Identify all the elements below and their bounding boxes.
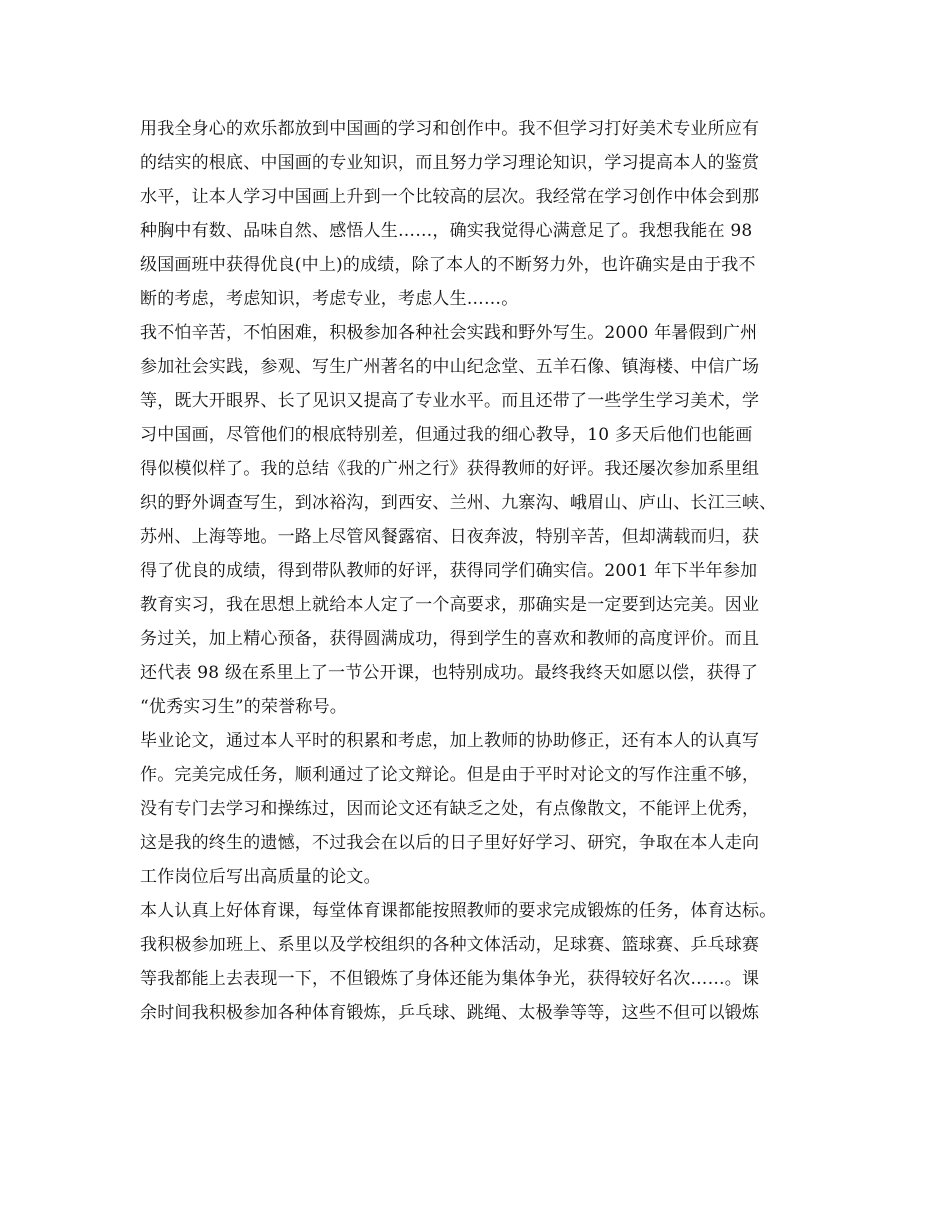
text-line: 没有专门去学习和操练过，因而论文还有缺乏之处，有点像散文，不能评上优秀， <box>140 799 760 819</box>
text-line: 我不怕辛苦，不怕困难，积极参加各种社会实践和野外写生。2000 年暑假到广州 <box>140 323 758 343</box>
text-line: 本人认真上好体育课，每堂体育课都能按照教师的要求完成锻炼的任务，体育达标。 <box>140 901 777 921</box>
text-line: 工作岗位后写出高质量的论文。 <box>140 867 381 887</box>
text-line: 等我都能上去表现一下，不但锻炼了身体还能为集体争光，获得较好名次……。课 <box>140 969 760 989</box>
text-line: 毕业论文，通过本人平时的积累和考虑，加上教师的协助修正，还有本人的认真写 <box>140 731 760 751</box>
text-line: 这是我的终生的遗憾，不过我会在以后的日子里好好学习、研究，争取在本人走向 <box>140 833 760 853</box>
text-line: 得了优良的成绩，得到带队教师的好评，获得同学们确实信。2001 年下半年参加 <box>140 561 758 581</box>
text-line: 织的野外调查写生，到冰裕沟，到西安、兰州、九寨沟、峨眉山、庐山、长江三峡、 <box>140 493 777 513</box>
text-line: 参加社会实践，参观、写生广州著名的中山纪念堂、五羊石像、镇海楼、中信广场 <box>140 357 760 377</box>
text-line: 的结实的根底、中国画的专业知识，而且努力学习理论知识，学习提高本人的鉴赏 <box>140 153 760 173</box>
text-line: 水平，让本人学习中国画上升到一个比较高的层次。我经常在学习创作中体会到那 <box>140 187 760 207</box>
text-line: 用我全身心的欢乐都放到中国画的学习和创作中。我不但学习打好美术专业所应有 <box>140 119 760 139</box>
text-line: 习中国画，尽管他们的根底特别差，但通过我的细心教导，10 多天后他们也能画 <box>140 425 753 445</box>
text-line: 苏州、上海等地。一路上尽管风餐露宿、日夜奔波，特别辛苦，但却满载而归，获 <box>140 527 760 547</box>
body-text <box>140 112 830 1030</box>
text-line: “优秀实习生”的荣誉称号。 <box>140 697 347 717</box>
text-line: 等，既大开眼界、长了见识又提高了专业水平。而且还带了一些学生学习美术，学 <box>140 391 760 411</box>
text-line: 得似模似样了。我的总结《我的广州之行》获得教师的好评。我还屡次参加系里组 <box>140 459 760 479</box>
text-line: 余时间我积极参加各种体育锻炼，乒乓球、跳绳、太极拳等等，这些不但可以锻炼 <box>140 1003 760 1023</box>
text-line: 级国画班中获得优良(中上)的成绩，除了本人的不断努力外，也许确实是由于我不 <box>140 255 756 275</box>
text-line: 务过关，加上精心预备，获得圆满成功，得到学生的喜欢和教师的高度评价。而且 <box>140 629 760 649</box>
text-line: 教育实习，我在思想上就给本人定了一个高要求，那确实是一定要到达完美。因业 <box>140 595 760 615</box>
text-line: 作。完美完成任务，顺利通过了论文辩论。但是由于平时对论文的写作注重不够， <box>140 765 760 785</box>
text-line: 断的考虑，考虑知识，考虑专业，考虑人生……。 <box>140 289 519 309</box>
text-line: 种胸中有数、品味自然、感悟人生……，确实我觉得心满意足了。我想我能在 98 <box>140 221 753 241</box>
text-line: 我积极参加班上、系里以及学校组织的各种文体活动，足球赛、篮球赛、乒乓球赛 <box>140 935 760 955</box>
text-line: 还代表 98 级在系里上了一节公开课，也特别成功。最终我终天如愿以偿，获得了 <box>140 663 759 683</box>
